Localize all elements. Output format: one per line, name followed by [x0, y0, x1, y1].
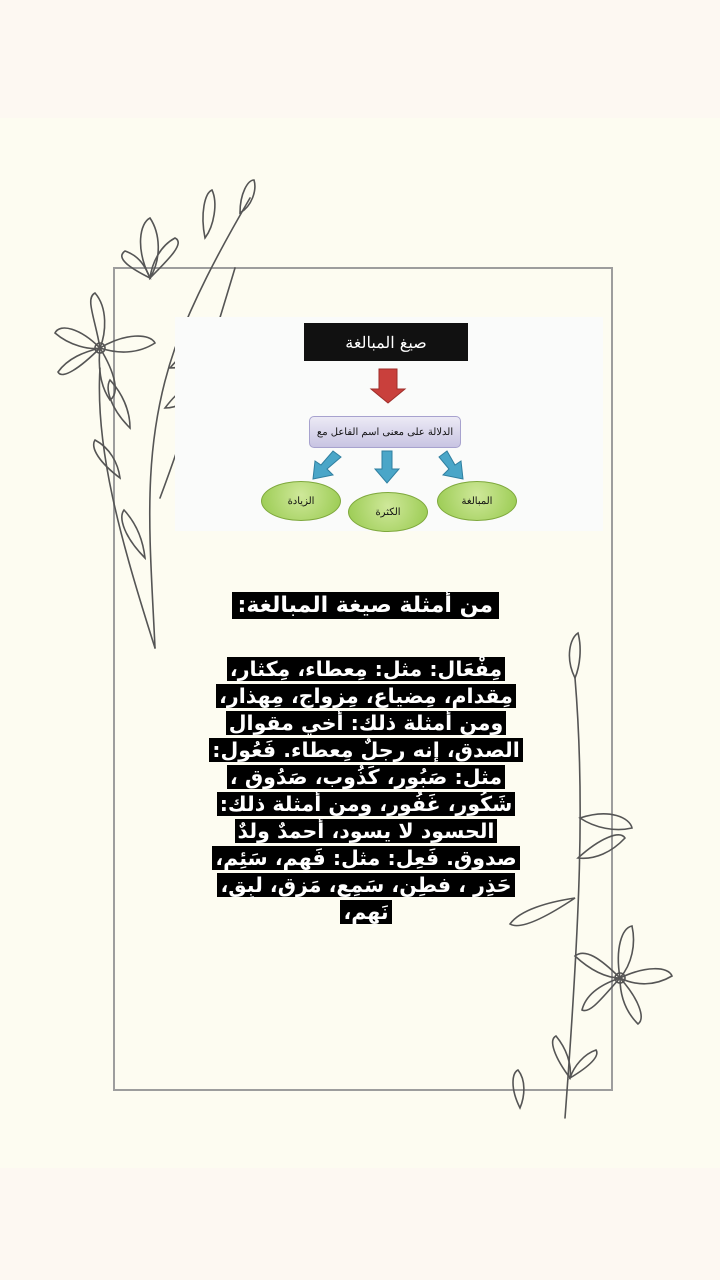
diagram-image: [175, 317, 603, 531]
body-line: [190, 737, 542, 764]
body-line-text: الحسود لا يسود، أحمدٌ ولدٌ: [235, 819, 498, 843]
section-heading-text: من أمثلة صيغة المبالغة:: [232, 592, 499, 619]
diagram-definition-box: الدلالة على معنى اسم الفاعل مع: [309, 416, 461, 448]
body-line-text: ومن أمثلة ذلك: أخي مقوال: [226, 711, 506, 735]
body-line-text: الصدق، إنه رجلٌ مِعطاء. فَعُول:: [209, 738, 523, 762]
diagram-oval-increase: الزيادة: [261, 481, 341, 521]
body-line-text: مثل: صَبُور، كَذُوب، صَدُوق ،: [227, 765, 505, 789]
body-line: [190, 656, 542, 683]
body-text: [190, 656, 542, 926]
body-line: [190, 872, 542, 899]
diagram-title: صيغ المبالغة: [304, 323, 468, 361]
body-line-text: مِفْعَال: مثل: مِعطاء، مِكثار،: [227, 657, 505, 681]
body-line-text: مِقدام، مِضياع، مِزواج، مِهذار،: [216, 684, 516, 708]
diagram-oval-abundance: الكثرة: [348, 492, 428, 532]
body-line: [190, 683, 542, 710]
body-line: [190, 764, 542, 791]
body-line: [190, 845, 542, 872]
body-line-text: حَذِر ، فطِن، سَمِع، مَزِق، لبِق،: [217, 873, 514, 897]
section-heading: [232, 591, 499, 621]
body-line-text: نَهِم،: [340, 900, 391, 924]
top-band: [0, 0, 720, 118]
body-line: [190, 818, 542, 845]
body-line-text: صدوق. فَعِل: مثل: فَهِم، سَئِم،: [212, 846, 519, 870]
bottom-band: [0, 1168, 720, 1280]
floral-decoration-icon: [0, 118, 720, 1168]
body-line-text: شَكُور، غَفُور، ومن أمثلة ذلك:: [217, 792, 516, 816]
body-line: [190, 710, 542, 737]
diagram-oval-exaggeration: المبالغة: [437, 481, 517, 521]
body-line: [190, 899, 542, 926]
body-line: [190, 791, 542, 818]
